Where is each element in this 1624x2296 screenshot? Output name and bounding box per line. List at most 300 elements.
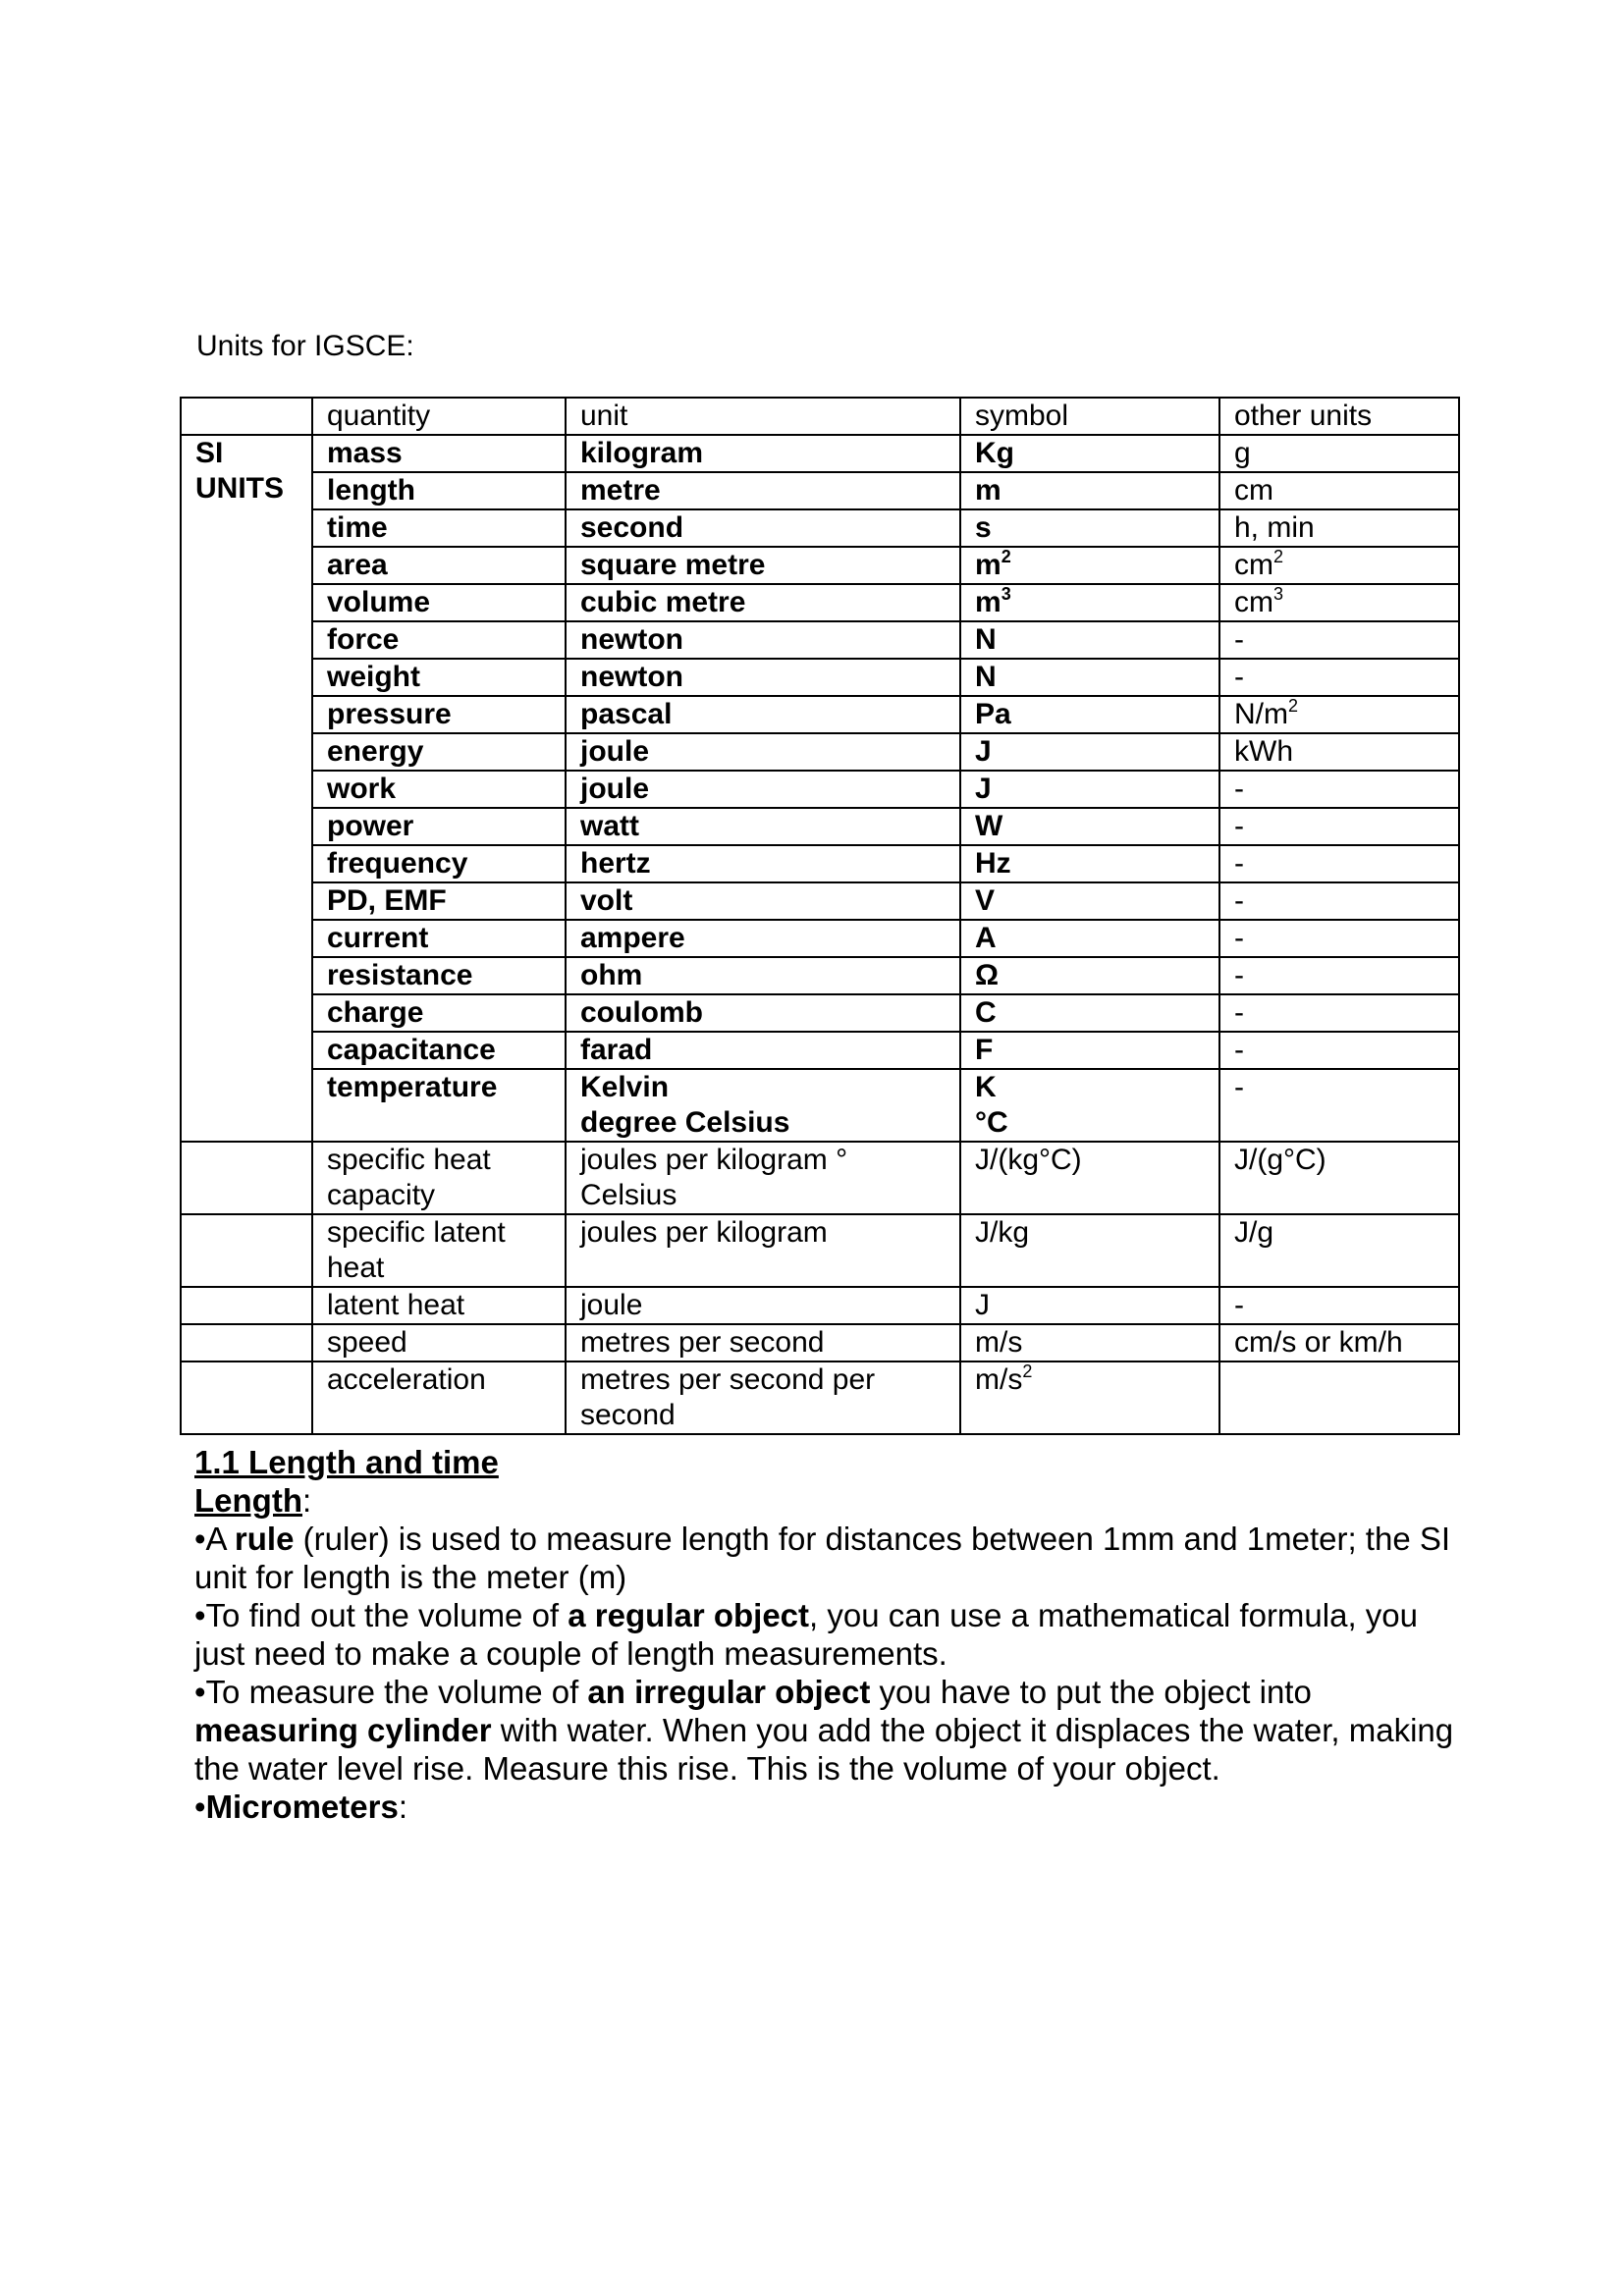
cell-quantity <box>312 771 566 808</box>
cell-quantity <box>312 1069 566 1142</box>
cell-quantity-line <box>327 921 551 956</box>
cell-quantity-text: capacity <box>327 1179 436 1211</box>
table-row <box>181 957 1459 994</box>
section-subtitle: Length <box>194 1482 302 1519</box>
cell-other-units <box>1219 509 1459 547</box>
cell-unit-text: hertz <box>580 847 651 880</box>
cell-unit-text: watt <box>580 810 639 842</box>
cell-other-units <box>1219 1362 1459 1434</box>
cell-symbol <box>960 659 1219 696</box>
cell-symbol-text: Hz <box>975 847 1011 880</box>
cell-other-units <box>1219 733 1459 771</box>
cell-quantity <box>312 920 566 957</box>
bullet-micrometers: •Micrometers: <box>194 1789 407 1825</box>
cell-symbol <box>960 472 1219 509</box>
cell-quantity-line <box>327 473 551 508</box>
cell-quantity-line <box>327 772 551 807</box>
cell-unit-line <box>580 660 946 695</box>
cell-quantity-text: capacitance <box>327 1034 496 1066</box>
cell-other-units-superscript: 2 <box>1273 547 1284 566</box>
cell-other-units-line <box>1234 473 1444 508</box>
cell-symbol-line <box>975 1325 1205 1361</box>
cell-other-units-text: - <box>1234 1034 1244 1066</box>
table-row <box>181 1362 1459 1434</box>
cell-symbol-line <box>975 734 1205 770</box>
cell-symbol-text: N <box>975 623 997 656</box>
cell-other-units <box>1219 994 1459 1032</box>
cell-other-units <box>1219 882 1459 920</box>
bullet-regular-object: •To find out the volume of a regular object, you can use a mathematical formula, you just need to make a couple of length measurements. <box>194 1597 1419 1672</box>
cell-quantity-line <box>327 1033 551 1068</box>
cell-quantity-line <box>327 734 551 770</box>
cell-other-units-text: J/(g°C) <box>1234 1144 1326 1176</box>
cell-symbol <box>960 733 1219 771</box>
cell-other-units-text: cm <box>1234 586 1273 618</box>
cell-symbol-text: Ω <box>975 959 1000 991</box>
table-row <box>181 435 1459 472</box>
cell-unit <box>566 1214 960 1287</box>
cell-symbol-line <box>975 809 1205 844</box>
cell-quantity-line <box>327 548 551 583</box>
cell-symbol <box>960 845 1219 882</box>
cell-quantity-line <box>327 883 551 919</box>
cell-empty <box>181 1214 312 1287</box>
cell-unit-text: coulomb <box>580 996 703 1029</box>
cell-other-units <box>1219 659 1459 696</box>
cell-other-units <box>1219 845 1459 882</box>
cell-other-units <box>1219 435 1459 472</box>
cell-quantity-line <box>327 1325 551 1361</box>
cell-quantity-line <box>327 995 551 1031</box>
cell-unit <box>566 771 960 808</box>
cell-quantity-line <box>327 660 551 695</box>
cell-unit <box>566 882 960 920</box>
cell-unit <box>566 659 960 696</box>
cell-other-units <box>1219 547 1459 584</box>
cell-unit-text: joules per kilogram <box>580 1216 828 1249</box>
cell-other-units <box>1219 771 1459 808</box>
cell-unit <box>566 1032 960 1069</box>
cell-unit-line <box>580 585 946 620</box>
cell-quantity-line <box>327 697 551 732</box>
cell-symbol <box>960 1032 1219 1069</box>
cell-symbol-text: W <box>975 810 1003 842</box>
cell-other-units-line <box>1234 585 1444 620</box>
cell-unit-text: joules per kilogram ° <box>580 1144 848 1176</box>
cell-symbol-line <box>975 510 1205 546</box>
cell-symbol <box>960 1324 1219 1362</box>
cell-symbol-line <box>975 995 1205 1031</box>
cell-symbol-superscript: 2 <box>1022 1362 1033 1381</box>
section-title: 1.1 Length and time <box>194 1444 499 1480</box>
cell-unit-line <box>580 883 946 919</box>
cell-quantity <box>312 845 566 882</box>
si-units-label <box>181 435 312 1142</box>
cell-quantity-line <box>327 1362 551 1398</box>
cell-symbol <box>960 509 1219 547</box>
section-length-and-time <box>194 1443 1461 1826</box>
table-row <box>181 882 1459 920</box>
cell-symbol <box>960 1287 1219 1324</box>
cell-quantity-line <box>327 1070 551 1105</box>
header-quantity: quantity <box>312 398 566 435</box>
cell-symbol-text: K <box>975 1071 997 1103</box>
cell-quantity-line <box>327 436 551 471</box>
cell-unit <box>566 621 960 659</box>
cell-unit-text: metres per second per <box>580 1363 876 1396</box>
cell-other-units-text: - <box>1234 810 1244 842</box>
cell-other-units-line <box>1234 436 1444 471</box>
cell-quantity-text: latent heat <box>327 1289 465 1321</box>
cell-symbol <box>960 994 1219 1032</box>
cell-other-units-text: - <box>1234 922 1244 954</box>
cell-empty <box>181 1362 312 1434</box>
cell-symbol-text: °C <box>975 1106 1008 1139</box>
cell-quantity-text: acceleration <box>327 1363 486 1396</box>
cell-other-units-superscript: 2 <box>1288 696 1299 716</box>
cell-other-units-text: h, min <box>1234 511 1315 544</box>
cell-quantity <box>312 472 566 509</box>
cell-symbol-superscript: 2 <box>1001 547 1011 566</box>
cell-other-units-text: cm <box>1234 474 1273 507</box>
cell-unit-text: farad <box>580 1034 653 1066</box>
cell-quantity-text: volume <box>327 586 431 618</box>
bullet-irregular-object: •To measure the volume of an irregular object you have to put the object into measuring cylinder with water. When you add the object it displaces the water, making the water level rise. Measure this rise. This is the volume of your object. <box>194 1674 1454 1787</box>
cell-unit-text: Kelvin <box>580 1071 670 1103</box>
cell-quantity-line <box>327 510 551 546</box>
cell-symbol-line <box>975 958 1205 993</box>
cell-quantity <box>312 547 566 584</box>
cell-quantity <box>312 509 566 547</box>
table-row <box>181 1069 1459 1142</box>
cell-quantity <box>312 584 566 621</box>
cell-symbol-text: Kg <box>975 437 1014 469</box>
cell-quantity <box>312 957 566 994</box>
table-row <box>181 1324 1459 1362</box>
cell-unit-line <box>580 1070 946 1105</box>
cell-quantity-line <box>327 809 551 844</box>
header-unit: unit <box>566 398 960 435</box>
cell-quantity-line <box>327 1288 551 1323</box>
cell-symbol-text: N <box>975 661 997 693</box>
cell-symbol-text: m <box>975 586 1001 618</box>
cell-unit-text: metre <box>580 474 661 507</box>
cell-unit <box>566 808 960 845</box>
cell-unit <box>566 1287 960 1324</box>
cell-symbol-line <box>975 1362 1205 1398</box>
cell-symbol-line <box>975 660 1205 695</box>
cell-symbol-text: C <box>975 996 997 1029</box>
cell-other-units <box>1219 1287 1459 1324</box>
cell-other-units-text: - <box>1234 884 1244 917</box>
cell-symbol-line <box>975 585 1205 620</box>
cell-other-units-line <box>1234 883 1444 919</box>
cell-quantity <box>312 659 566 696</box>
cell-other-units-line <box>1234 1288 1444 1323</box>
cell-symbol-text: m/s <box>975 1326 1023 1359</box>
cell-quantity-line <box>327 1143 551 1178</box>
cell-symbol-text: m <box>975 549 1001 581</box>
cell-symbol <box>960 1069 1219 1142</box>
cell-unit <box>566 1324 960 1362</box>
cell-quantity-text: power <box>327 810 414 842</box>
cell-unit-text: ohm <box>580 959 643 991</box>
cell-unit-line <box>580 1105 946 1141</box>
cell-symbol-line <box>975 622 1205 658</box>
cell-symbol-line <box>975 1033 1205 1068</box>
header-other-units: other units <box>1219 398 1459 435</box>
cell-symbol-text: Pa <box>975 698 1011 730</box>
cell-quantity-text: mass <box>327 437 403 469</box>
table-row <box>181 1214 1459 1287</box>
cell-unit <box>566 733 960 771</box>
cell-quantity <box>312 621 566 659</box>
cell-other-units <box>1219 1214 1459 1287</box>
table-row <box>181 584 1459 621</box>
cell-quantity-text: length <box>327 474 415 507</box>
cell-unit-line <box>580 921 946 956</box>
table-row <box>181 994 1459 1032</box>
cell-other-units-text: J/g <box>1234 1216 1274 1249</box>
cell-unit-line <box>580 436 946 471</box>
cell-symbol <box>960 771 1219 808</box>
cell-quantity-text: temperature <box>327 1071 498 1103</box>
cell-unit-text: newton <box>580 661 683 693</box>
cell-other-units-line <box>1234 1033 1444 1068</box>
cell-unit-line <box>580 846 946 881</box>
page-heading: Units for IGSCE: <box>196 330 414 362</box>
cell-unit-text: ampere <box>580 922 685 954</box>
cell-unit-line <box>580 1033 946 1068</box>
cell-symbol <box>960 547 1219 584</box>
cell-symbol-line <box>975 921 1205 956</box>
cell-other-units-line <box>1234 734 1444 770</box>
cell-symbol-line <box>975 1215 1205 1251</box>
cell-other-units-text: - <box>1234 773 1244 805</box>
cell-symbol-line <box>975 1288 1205 1323</box>
header-empty <box>181 398 312 435</box>
cell-symbol-line <box>975 548 1205 583</box>
cell-quantity-text: time <box>327 511 388 544</box>
cell-symbol-text: J <box>975 735 992 768</box>
cell-other-units-text: N/m <box>1234 698 1288 730</box>
cell-symbol <box>960 882 1219 920</box>
cell-symbol <box>960 435 1219 472</box>
cell-other-units <box>1219 808 1459 845</box>
cell-unit-text: newton <box>580 623 683 656</box>
cell-symbol <box>960 957 1219 994</box>
cell-symbol-line <box>975 1105 1205 1141</box>
table-row <box>181 845 1459 882</box>
cell-other-units-line <box>1234 1215 1444 1251</box>
cell-unit-line <box>580 1288 946 1323</box>
cell-symbol-text: s <box>975 511 992 544</box>
cell-unit-line <box>580 1325 946 1361</box>
cell-other-units-text: - <box>1234 1071 1244 1103</box>
cell-other-units <box>1219 1142 1459 1214</box>
cell-symbol-text: F <box>975 1034 994 1066</box>
table-row <box>181 696 1459 733</box>
cell-quantity <box>312 882 566 920</box>
cell-other-units-text: - <box>1234 847 1244 880</box>
cell-quantity-line <box>327 846 551 881</box>
cell-symbol-line <box>975 883 1205 919</box>
cell-quantity-text: weight <box>327 661 420 693</box>
cell-unit-line <box>580 510 946 546</box>
cell-other-units-line <box>1234 660 1444 695</box>
cell-other-units <box>1219 621 1459 659</box>
cell-other-units-line <box>1234 1143 1444 1178</box>
cell-other-units <box>1219 920 1459 957</box>
cell-unit <box>566 696 960 733</box>
table-row <box>181 920 1459 957</box>
cell-quantity <box>312 994 566 1032</box>
si-units-label-text: SI <box>195 437 224 469</box>
cell-unit-line <box>580 734 946 770</box>
cell-quantity-line <box>327 1178 551 1213</box>
cell-unit <box>566 994 960 1032</box>
cell-other-units-line <box>1234 995 1444 1031</box>
cell-other-units-line <box>1234 510 1444 546</box>
cell-symbol-line <box>975 1070 1205 1105</box>
cell-quantity <box>312 1032 566 1069</box>
cell-unit-line <box>580 958 946 993</box>
cell-quantity-text: force <box>327 623 400 656</box>
cell-unit-text: kilogram <box>580 437 704 469</box>
cell-unit-line <box>580 1398 946 1433</box>
cell-unit <box>566 957 960 994</box>
header-symbol: symbol <box>960 398 1219 435</box>
cell-quantity-text: energy <box>327 735 424 768</box>
cell-symbol <box>960 696 1219 733</box>
cell-unit-text: metres per second <box>580 1326 825 1359</box>
cell-unit <box>566 920 960 957</box>
cell-unit-line <box>580 473 946 508</box>
cell-symbol-text: V <box>975 884 996 917</box>
cell-other-units-line <box>1234 1325 1444 1361</box>
cell-other-units <box>1219 584 1459 621</box>
cell-unit <box>566 435 960 472</box>
cell-empty <box>181 1324 312 1362</box>
cell-symbol-text: m/s <box>975 1363 1023 1396</box>
cell-symbol-text: J/(kg°C) <box>975 1144 1082 1176</box>
cell-unit <box>566 509 960 547</box>
cell-unit-line <box>580 697 946 732</box>
cell-quantity <box>312 1214 566 1287</box>
cell-unit-line <box>580 1143 946 1178</box>
cell-other-units-superscript: 3 <box>1273 584 1284 604</box>
cell-quantity-text: heat <box>327 1252 385 1284</box>
cell-quantity-text: work <box>327 773 397 805</box>
table-row <box>181 509 1459 547</box>
cell-quantity-line <box>327 958 551 993</box>
table-row <box>181 1287 1459 1324</box>
table-row <box>181 621 1459 659</box>
cell-other-units-text: g <box>1234 437 1251 469</box>
cell-unit-text: degree Celsius <box>580 1106 790 1139</box>
cell-quantity <box>312 1142 566 1214</box>
si-units-label-text: UNITS <box>195 472 284 505</box>
cell-symbol-text: J <box>975 773 992 805</box>
cell-unit-line <box>580 622 946 658</box>
cell-unit-text: second <box>580 1399 676 1431</box>
cell-unit <box>566 1142 960 1214</box>
cell-empty <box>181 1287 312 1324</box>
cell-other-units <box>1219 1069 1459 1142</box>
cell-symbol <box>960 1142 1219 1214</box>
cell-unit <box>566 845 960 882</box>
cell-symbol-line <box>975 846 1205 881</box>
table-row <box>181 472 1459 509</box>
units-table <box>180 397 1460 1435</box>
cell-symbol-line <box>975 436 1205 471</box>
cell-other-units-line <box>1234 846 1444 881</box>
cell-quantity-text: specific latent <box>327 1216 506 1249</box>
cell-quantity <box>312 435 566 472</box>
cell-symbol-line <box>975 473 1205 508</box>
cell-empty <box>181 1142 312 1214</box>
table-row <box>181 771 1459 808</box>
subtitle-colon: : <box>301 1482 312 1519</box>
cell-unit <box>566 1069 960 1142</box>
table-row <box>181 808 1459 845</box>
cell-symbol <box>960 1214 1219 1287</box>
cell-unit-text: square metre <box>580 549 766 581</box>
cell-other-units-text: cm/s or km/h <box>1234 1326 1403 1359</box>
cell-unit <box>566 547 960 584</box>
cell-other-units <box>1219 472 1459 509</box>
cell-quantity-text: resistance <box>327 959 473 991</box>
cell-other-units-text: - <box>1234 959 1244 991</box>
cell-other-units-text: - <box>1234 996 1244 1029</box>
cell-symbol-line <box>975 697 1205 732</box>
cell-unit-text: joule <box>580 1289 643 1321</box>
cell-other-units-line <box>1234 1070 1444 1105</box>
cell-other-units-line <box>1234 622 1444 658</box>
cell-quantity-line <box>327 622 551 658</box>
cell-unit <box>566 1362 960 1434</box>
cell-other-units <box>1219 696 1459 733</box>
cell-unit-line <box>580 1178 946 1213</box>
cell-symbol-line <box>975 1143 1205 1178</box>
cell-quantity-text: PD, EMF <box>327 884 447 917</box>
bullet-rule: •A rule (ruler) is used to measure length for distances between 1mm and 1meter; the SI unit for length is the meter (m) <box>194 1521 1451 1595</box>
cell-quantity-line <box>327 585 551 620</box>
cell-quantity-line <box>327 1215 551 1251</box>
cell-quantity <box>312 1362 566 1434</box>
cell-other-units-text: - <box>1234 1289 1244 1321</box>
cell-other-units-line <box>1234 958 1444 993</box>
cell-quantity <box>312 808 566 845</box>
cell-other-units-line <box>1234 548 1444 583</box>
header-row <box>181 398 1459 435</box>
table-row <box>181 659 1459 696</box>
cell-unit-text: joule <box>580 773 650 805</box>
cell-other-units-text: kWh <box>1234 735 1293 768</box>
cell-symbol-text: J <box>975 1289 990 1321</box>
table-row <box>181 1142 1459 1214</box>
cell-other-units-text: - <box>1234 661 1244 693</box>
cell-unit-text: pascal <box>580 698 673 730</box>
cell-unit-text: cubic metre <box>580 586 746 618</box>
cell-quantity <box>312 733 566 771</box>
cell-quantity-text: specific heat <box>327 1144 491 1176</box>
cell-unit <box>566 472 960 509</box>
cell-other-units <box>1219 957 1459 994</box>
cell-quantity-text: area <box>327 549 388 581</box>
cell-quantity <box>312 1324 566 1362</box>
cell-symbol <box>960 621 1219 659</box>
